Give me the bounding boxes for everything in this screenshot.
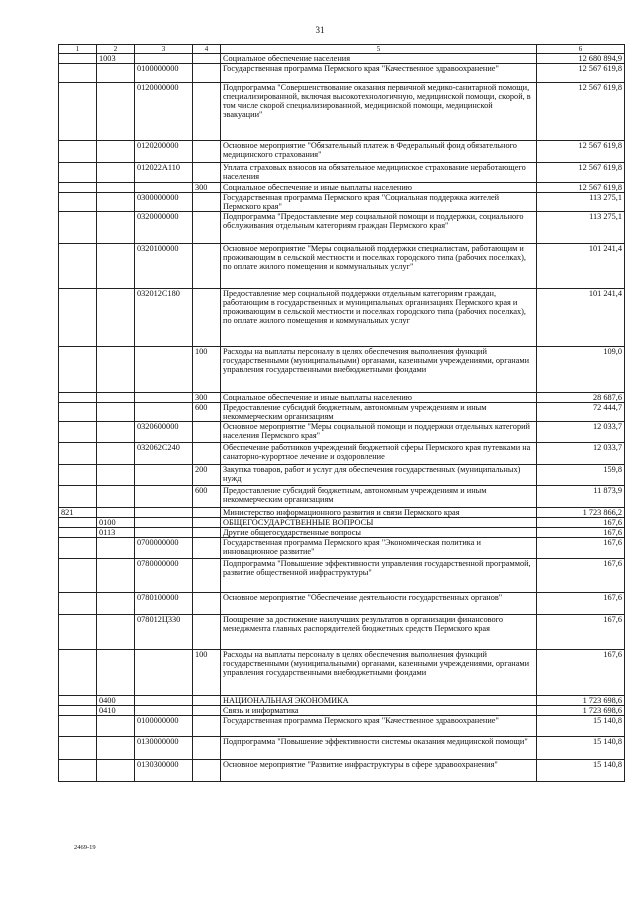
table-row [59, 422, 625, 443]
table-row [59, 347, 625, 393]
col-6-sum: 12 567 619,8 [537, 163, 625, 183]
footer-code: 2469-19 [74, 844, 96, 851]
col-2-section [97, 422, 135, 443]
table-row [59, 443, 625, 465]
col-3-target: 0780100000 [135, 593, 193, 615]
col-3-target [135, 706, 193, 716]
col-6-sum: 12 033,7 [537, 422, 625, 443]
col-3-target [135, 347, 193, 393]
col-2-section [97, 737, 135, 760]
col-4-type [193, 508, 221, 518]
col-4-type [193, 443, 221, 465]
table-row [59, 244, 625, 289]
table-row [59, 183, 625, 193]
col-4-type [193, 83, 221, 141]
table-row [59, 508, 625, 518]
table-row [59, 538, 625, 559]
table-row [59, 193, 625, 212]
col-1-code [59, 443, 97, 465]
col-2-section [97, 244, 135, 289]
header-cell: 4 [193, 45, 221, 54]
col-4-type [193, 244, 221, 289]
table-row [59, 528, 625, 538]
col-2-section: 0113 [97, 528, 135, 538]
col-5-name: Министерство информационного развития и связи Пермского края [221, 508, 537, 518]
col-3-target [135, 528, 193, 538]
col-5-name: НАЦИОНАЛЬНАЯ ЭКОНОМИКА [221, 696, 537, 706]
col-4-type [193, 212, 221, 244]
budget-table [58, 44, 625, 782]
col-1-code [59, 163, 97, 183]
table-row [59, 716, 625, 737]
col-4-type [193, 64, 221, 83]
table-row [59, 615, 625, 650]
col-2-section [97, 760, 135, 782]
col-3-target: 0100000000 [135, 64, 193, 83]
col-3-target: 0120200000 [135, 141, 193, 163]
col-4-type [193, 593, 221, 615]
table-row [59, 696, 625, 706]
col-6-sum: 12 567 619,8 [537, 183, 625, 193]
col-3-target: 0320600000 [135, 422, 193, 443]
col-4-type [193, 422, 221, 443]
col-4-type [193, 737, 221, 760]
col-2-section: 0400 [97, 696, 135, 706]
col-2-section: 0410 [97, 706, 135, 716]
col-6-sum: 1 723 698,6 [537, 696, 625, 706]
col-3-target [135, 486, 193, 508]
col-1-code [59, 403, 97, 422]
header-cell: 1 [59, 45, 97, 54]
col-3-target: 0780000000 [135, 559, 193, 593]
col-6-sum: 72 444,7 [537, 403, 625, 422]
table-header [59, 45, 625, 54]
col-1-code [59, 615, 97, 650]
col-5-name: Предоставление субсидий бюджетным, автономным учреждениям и иным некоммерческим организациям [221, 403, 537, 422]
col-3-target [135, 696, 193, 706]
col-5-name: Подпрограмма "Совершенствование оказания первичной медико-санитарной помощи, специализированной, включая высокотехнологичную, медицинской помощи, скорой, в том числе скорой специализированной, медицинской помощи, медицинской эвакуации" [221, 83, 537, 141]
col-2-section [97, 559, 135, 593]
table-row [59, 141, 625, 163]
col-1-code [59, 650, 97, 696]
table-row [59, 163, 625, 183]
table-row [59, 393, 625, 403]
col-4-type [193, 528, 221, 538]
col-2-section [97, 486, 135, 508]
col-2-section [97, 538, 135, 559]
col-6-sum: 1 723 698,6 [537, 706, 625, 716]
col-1-code [59, 347, 97, 393]
col-4-type [193, 518, 221, 528]
col-5-name: Подпрограмма "Повышение эффективности управления государственной программой, развитие общественной инфраструктуры" [221, 559, 537, 593]
col-4-type: 600 [193, 486, 221, 508]
table-row [59, 212, 625, 244]
col-1-code [59, 141, 97, 163]
col-5-name: Закупка товаров, работ и услуг для обеспечения государственных (муниципальных) нужд [221, 465, 537, 486]
col-5-name: Социальное обеспечение и иные выплаты населению [221, 183, 537, 193]
col-2-section: 1003 [97, 54, 135, 64]
table-row [59, 559, 625, 593]
col-6-sum: 15 140,8 [537, 737, 625, 760]
col-6-sum: 12 680 894,9 [537, 54, 625, 64]
col-5-name: Расходы на выплаты персоналу в целях обеспечения выполнения функций государственными (муниципальными) органами, казенными учреждениями, органами управления государственными внебюджетными фондами [221, 347, 537, 393]
table-body [59, 54, 625, 782]
col-3-target [135, 650, 193, 696]
col-2-section [97, 347, 135, 393]
col-2-section [97, 443, 135, 465]
col-3-target: 0100000000 [135, 716, 193, 737]
table-row [59, 54, 625, 64]
header-row [59, 45, 625, 54]
col-1-code [59, 183, 97, 193]
col-2-section [97, 393, 135, 403]
col-2-section [97, 64, 135, 83]
col-5-name: Предоставление мер социальной поддержки отдельным категориям граждан, работающим в государственных и муниципальных организациях Пермского края и проживающим в сельской местности и поселках городского типа (рабочих поселках), по оплате жилого помещения и коммунальных услуг [221, 289, 537, 347]
table-row [59, 64, 625, 83]
header-cell: 3 [135, 45, 193, 54]
col-2-section [97, 141, 135, 163]
header-cell: 2 [97, 45, 135, 54]
col-2-section [97, 212, 135, 244]
col-1-code [59, 83, 97, 141]
table-row [59, 760, 625, 782]
col-1-code [59, 716, 97, 737]
col-3-target [135, 403, 193, 422]
col-4-type [193, 706, 221, 716]
col-1-code [59, 54, 97, 64]
header-cell: 6 [537, 45, 625, 54]
col-1-code [59, 486, 97, 508]
col-4-type [193, 193, 221, 212]
col-2-section [97, 289, 135, 347]
col-6-sum: 12 567 619,8 [537, 64, 625, 83]
col-5-name: Государственная программа Пермского края "Качественное здравоохранение" [221, 64, 537, 83]
col-6-sum: 12 033,7 [537, 443, 625, 465]
col-5-name: Основное мероприятие "Меры социальной поддержки специалистам, работающим и проживающим в сельской местности и поселках городского типа (рабочих поселках), по оплате жилого помещения и коммунальных услуг" [221, 244, 537, 289]
col-5-name: Подпрограмма "Предоставление мер социальной помощи и поддержки, социального обслуживания отдельным категориям граждан Пермского края" [221, 212, 537, 244]
col-1-code [59, 559, 97, 593]
col-6-sum: 109,0 [537, 347, 625, 393]
col-1-code [59, 528, 97, 538]
col-6-sum: 159,8 [537, 465, 625, 486]
table-row [59, 737, 625, 760]
col-3-target: 032012С180 [135, 289, 193, 347]
col-1-code [59, 737, 97, 760]
col-3-target: 0700000000 [135, 538, 193, 559]
table-row [59, 706, 625, 716]
col-5-name: Основное мероприятие "Меры социальной помощи и поддержки отдельных категорий населения Пермского края" [221, 422, 537, 443]
col-6-sum: 113 275,1 [537, 212, 625, 244]
col-2-section [97, 163, 135, 183]
col-4-type [193, 54, 221, 64]
col-3-target [135, 183, 193, 193]
col-6-sum: 167,6 [537, 518, 625, 528]
col-1-code [59, 706, 97, 716]
col-1-code [59, 538, 97, 559]
col-5-name: Основное мероприятие "Обязательный платеж в Федеральный фонд обязательного медицинского страхования" [221, 141, 537, 163]
table-row [59, 83, 625, 141]
col-4-type [193, 163, 221, 183]
col-5-name: Предоставление субсидий бюджетным, автономным учреждениям и иным некоммерческим организациям [221, 486, 537, 508]
col-5-name: Уплата страховых взносов на обязательное медицинское страхование неработающего населения [221, 163, 537, 183]
col-1-code [59, 244, 97, 289]
col-6-sum: 167,6 [537, 538, 625, 559]
table-row [59, 465, 625, 486]
col-2-section [97, 593, 135, 615]
col-4-type [193, 760, 221, 782]
col-1-code [59, 518, 97, 528]
col-2-section [97, 465, 135, 486]
col-6-sum: 11 873,9 [537, 486, 625, 508]
col-1-code [59, 212, 97, 244]
col-1-code [59, 465, 97, 486]
col-3-target [135, 54, 193, 64]
col-5-name: Социальное обеспечение населения [221, 54, 537, 64]
col-1-code [59, 593, 97, 615]
col-1-code [59, 696, 97, 706]
col-5-name: Государственная программа Пермского края "Социальная поддержка жителей Пермского края" [221, 193, 537, 212]
col-3-target: 032062С240 [135, 443, 193, 465]
col-6-sum: 12 567 619,8 [537, 141, 625, 163]
table-row [59, 486, 625, 508]
col-5-name: ОБЩЕГОСУДАРСТВЕННЫЕ ВОПРОСЫ [221, 518, 537, 528]
col-2-section: 0100 [97, 518, 135, 528]
col-3-target: 0120000000 [135, 83, 193, 141]
col-3-target: 012022А110 [135, 163, 193, 183]
col-5-name: Социальное обеспечение и иные выплаты населению [221, 393, 537, 403]
col-3-target [135, 465, 193, 486]
table-row [59, 403, 625, 422]
col-1-code [59, 422, 97, 443]
col-6-sum: 113 275,1 [537, 193, 625, 212]
col-6-sum: 101 241,4 [537, 244, 625, 289]
col-3-target [135, 518, 193, 528]
col-2-section [97, 403, 135, 422]
col-4-type [193, 696, 221, 706]
col-4-type [193, 141, 221, 163]
col-5-name: Государственная программа Пермского края "Экономическая политика и инновационное развитие" [221, 538, 537, 559]
col-2-section [97, 508, 135, 518]
col-6-sum: 15 140,8 [537, 716, 625, 737]
col-4-type [193, 559, 221, 593]
table-row [59, 289, 625, 347]
col-6-sum: 167,6 [537, 615, 625, 650]
table-row [59, 593, 625, 615]
col-6-sum: 167,6 [537, 650, 625, 696]
col-5-name: Основное мероприятие "Развитие инфраструктуры в сфере здравоохранения" [221, 760, 537, 782]
col-6-sum: 101 241,4 [537, 289, 625, 347]
col-5-name: Обеспечение работников учреждений бюджетной сферы Пермского края путевками на санаторно-курортное лечение и оздоровление [221, 443, 537, 465]
col-3-target: 0320000000 [135, 212, 193, 244]
col-1-code [59, 289, 97, 347]
col-4-type [193, 289, 221, 347]
col-3-target [135, 393, 193, 403]
col-1-code [59, 64, 97, 83]
col-4-type: 300 [193, 183, 221, 193]
col-2-section [97, 193, 135, 212]
col-5-name: Другие общегосударственные вопросы [221, 528, 537, 538]
col-4-type [193, 716, 221, 737]
col-3-target: 078012Ц330 [135, 615, 193, 650]
col-6-sum: 15 140,8 [537, 760, 625, 782]
col-3-target: 0130000000 [135, 737, 193, 760]
col-5-name: Государственная программа Пермского края "Качественное здравоохранение" [221, 716, 537, 737]
col-2-section [97, 183, 135, 193]
col-3-target: 0320100000 [135, 244, 193, 289]
header-cell: 5 [221, 45, 537, 54]
col-4-type: 300 [193, 393, 221, 403]
col-6-sum: 167,6 [537, 528, 625, 538]
col-5-name: Связь и информатика [221, 706, 537, 716]
col-1-code [59, 193, 97, 212]
col-6-sum: 167,6 [537, 593, 625, 615]
col-6-sum: 28 687,6 [537, 393, 625, 403]
col-1-code [59, 393, 97, 403]
col-4-type: 600 [193, 403, 221, 422]
col-4-type: 200 [193, 465, 221, 486]
col-4-type [193, 538, 221, 559]
col-4-type [193, 615, 221, 650]
col-1-code: 821 [59, 508, 97, 518]
col-6-sum: 1 723 866,2 [537, 508, 625, 518]
col-5-name: Основное мероприятие "Обеспечение деятельности государственных органов" [221, 593, 537, 615]
table-row [59, 650, 625, 696]
col-6-sum: 167,6 [537, 559, 625, 593]
col-5-name: Подпрограмма "Повышение эффективности системы оказания медицинской помощи" [221, 737, 537, 760]
col-4-type: 100 [193, 650, 221, 696]
col-2-section [97, 650, 135, 696]
col-3-target: 0300000000 [135, 193, 193, 212]
col-2-section [97, 83, 135, 141]
col-5-name: Расходы на выплаты персоналу в целях обеспечения выполнения функций государственными (муниципальными) органами, казенными учреждениями, органами управления государственными внебюджетными фондами [221, 650, 537, 696]
col-2-section [97, 615, 135, 650]
table-row [59, 518, 625, 528]
col-2-section [97, 716, 135, 737]
col-1-code [59, 760, 97, 782]
col-3-target: 0130300000 [135, 760, 193, 782]
col-6-sum: 12 567 619,8 [537, 83, 625, 141]
col-3-target [135, 508, 193, 518]
page-number: 31 [315, 25, 325, 35]
col-4-type: 100 [193, 347, 221, 393]
col-5-name: Поощрение за достижение наилучших результатов в организации финансового менеджмента главных распорядителей бюджетных средств Пермского края [221, 615, 537, 650]
